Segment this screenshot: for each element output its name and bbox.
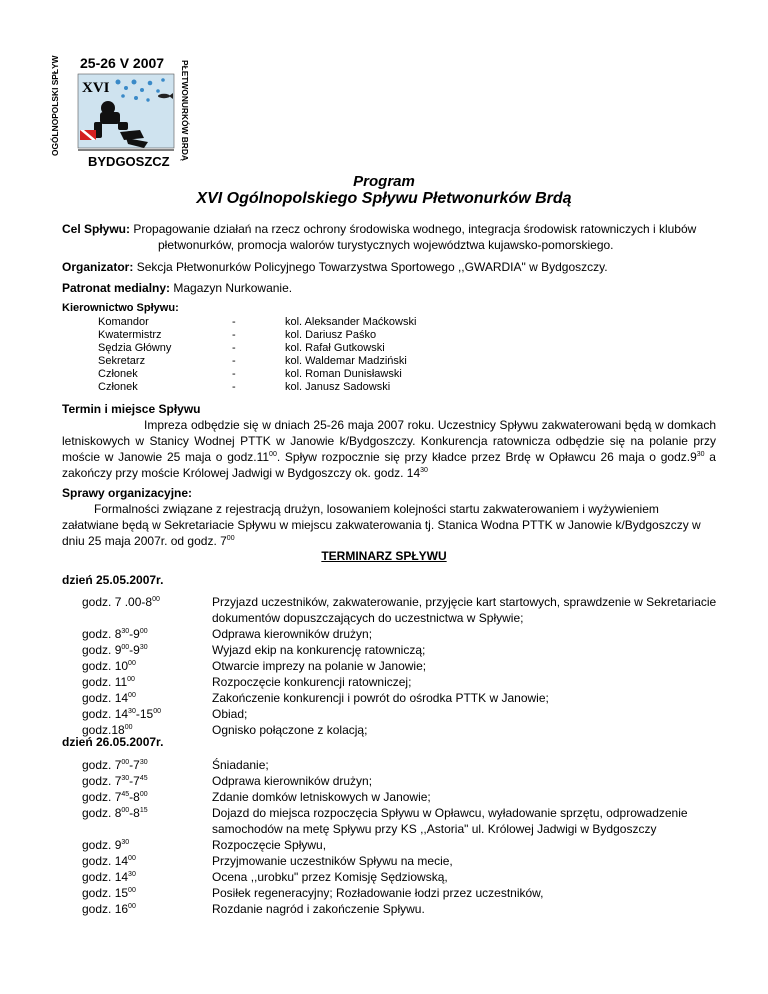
day2-heading: dzień 26.05.2007r.: [62, 735, 164, 749]
schedule-desc: Rozpoczęcie Spływu,: [212, 838, 327, 852]
schedule-desc: Posiłek regeneracyjny; Rozładowanie łodzi przez uczestników,: [212, 886, 544, 900]
logo-left-text: OGÓLNOPOLSKI SPŁYW: [50, 55, 60, 156]
list-item: Członek - kol. Janusz Sadowski: [98, 381, 391, 393]
schedule-desc: Przyjazd uczestników, zakwaterowanie, przyjęcie kart startowych, sprawdzenie w Sekretariacie dokumentów dopuszczających do uczestnictwa w Spływie;: [212, 595, 717, 625]
date-place-section: [62, 401, 716, 481]
event-logo-graphic: [48, 38, 198, 172]
list-item: Sekretarz - kol. Waldemar Madziński: [98, 355, 407, 367]
organizational-text: Formalności związane z rejestracją drużyn, losowaniem kolejności startu zakwaterowaniem i wyżywieniem załatwiane będą w Sekretariacie Spływu w miejscu zakwaterowania tj. Stanica Wodna PTTK w Janowie k/Bydgoszczy w dniu 25 maja 2007r. od godz. $7^{00}$: [62, 502, 701, 548]
leadership-section: [62, 302, 179, 314]
schedule-time: $godz.18^{00}$: [82, 723, 133, 737]
schedule-time: godz. $7^{30}-7^{45}$: [82, 774, 148, 788]
organizational-label: Sprawy organizacyjne:: [62, 486, 193, 500]
leadership-label: Kierownictwo Spływu:: [62, 302, 179, 314]
schedule-time: godz. $7^{45}-8^{00}$: [82, 790, 148, 804]
event-logo: [48, 38, 198, 172]
schedule-time: godz. $16^{00}$: [82, 902, 136, 916]
organizer-label: Organizator:: [62, 260, 134, 274]
schedule-desc: Zakończenie konkurencji i powrót do ośrodka PTTK w Janowie;: [212, 691, 549, 705]
organizer-text: Sekcja Płetwonurków Policyjnego Towarzystwa Sportowego ,,GWARDIA" w Bydgoszczy.: [136, 260, 608, 274]
doc-title-program: Program: [353, 173, 415, 190]
schedule-desc: Dojazd do miejsca rozpoczęcia Spływu w Opławcu, wyładowanie sprzętu, odprowadzenie samochodów na metę Spływu przy KS ,,Astoria" ul. Królowej Jadwigi w Bydgoszczy: [212, 806, 688, 836]
schedule-time: godz. $14^{00}$: [82, 691, 136, 705]
day1-heading: dzień 25.05.2007r.: [62, 573, 164, 587]
goal-text: Propagowanie działań na rzecz ochrony środowiska wodnego, integracja środowisk ratowniczych i klubów płetwonurków, promocja walorów turystycznych województwa kujawsko-pomorskiego.: [133, 222, 697, 252]
date-place-label: Termin i miejsce Spływu: [62, 402, 201, 416]
schedule-desc: Ognisko połączone z kolacją;: [212, 723, 368, 737]
media-patron-label: Patronat medialny:: [62, 281, 171, 295]
schedule-desc: Śniadanie;: [212, 758, 269, 772]
schedule-time: godz. $7^{00}-7^{30}$: [82, 758, 148, 772]
organizer-section: [62, 259, 716, 275]
schedule-desc: Rozdanie nagród i zakończenie Spływu.: [212, 902, 425, 916]
date-place-text: Impreza odbędzie się w dniach 25-26 maja 2007 roku. Uczestnicy Spływu zakwaterowani będą w domkach letniskowych w Stanicy Wodnej PTTK w Janowie k/Bydgoszczy. Konkurencja ratownicza odbędzie się na polanie przy moście w Janowie 25 maja o $godz.11^{00}$. Spływ rozpocznie się przy kładce przez Brdę w Opławcu 26 maja o $godz.9^{30}$ a zakończy przy moście Królowej Jadwigi w Bydgoszczy ok. godz. $14^{30}$: [62, 418, 716, 480]
schedule-desc: Otwarcie imprezy na polanie w Janowie;: [212, 659, 427, 673]
list-item: Sędzia Główny - kol. Rafał Gutkowski: [98, 342, 385, 354]
media-patron-section: [62, 280, 716, 296]
list-item: Członek - kol. Roman Dunisławski: [98, 368, 402, 380]
schedule-desc: Ocena ,,urobku" przez Komisję Sędziowską,: [212, 870, 448, 884]
schedule-time: godz. 7 $.00-8^{00}$: [82, 595, 160, 609]
schedule-time: godz. $14^{30}$: [82, 870, 136, 884]
schedule-time: godz. $11^{00}$: [82, 675, 135, 689]
schedule-time: godz. $8^{30}-9^{00}$: [82, 627, 148, 641]
list-item: Komandor - kol. Aleksander Maćkowski: [98, 316, 417, 328]
logo-city: BYDGOSZCZ: [88, 154, 170, 169]
leadership-list: [98, 316, 498, 394]
schedule-time: godz. $9^{30}$: [82, 838, 130, 852]
schedule-desc: Rozpoczęcie konkurencji ratowniczej;: [212, 675, 412, 689]
goal-label: Cel Spływu:: [62, 222, 131, 236]
schedule-desc: Przyjmowanie uczestników Spływu na mecie,: [212, 854, 453, 868]
doc-title-event: XVI Ogólnopolskiego Spływu Płetwonurków Brdą: [196, 190, 572, 207]
logo-date: 25-26 V 2007: [80, 55, 165, 71]
schedule-desc: Zdanie domków letniskowych w Janowie;: [212, 790, 431, 804]
goal-section: [62, 221, 716, 253]
schedule-time: godz. $14^{00}$: [82, 854, 136, 868]
flag-icon: [80, 130, 96, 140]
media-patron-text: Magazyn Nurkowanie.: [173, 281, 293, 295]
schedule-heading: TERMINARZ SPŁYWU: [321, 549, 447, 563]
schedule-time: godz. $15^{00}$: [82, 886, 136, 900]
organizational-section: [62, 485, 716, 549]
schedule-desc: Wyjazd ekip na konkurencję ratowniczą;: [212, 643, 426, 657]
schedule-time: godz. $14^{30}-15^{00}$: [82, 707, 161, 721]
schedule-time: godz. $8^{00}-8^{15}$: [82, 806, 148, 820]
schedule-time: godz. $9^{00}-9^{30}$: [82, 643, 148, 657]
schedule-desc: Odprawa kierowników drużyn;: [212, 627, 373, 641]
logo-numeral: XVI: [82, 80, 110, 96]
schedule-desc: Odprawa kierowników drużyn;: [212, 774, 373, 788]
logo-right-text: PŁETWONURKÓW BRDĄ: [180, 60, 190, 161]
schedule-desc: Obiad;: [212, 707, 248, 721]
list-item: Kwatermistrz - kol. Dariusz Paśko: [98, 329, 377, 341]
schedule-time: godz. $10^{00}$: [82, 659, 136, 673]
